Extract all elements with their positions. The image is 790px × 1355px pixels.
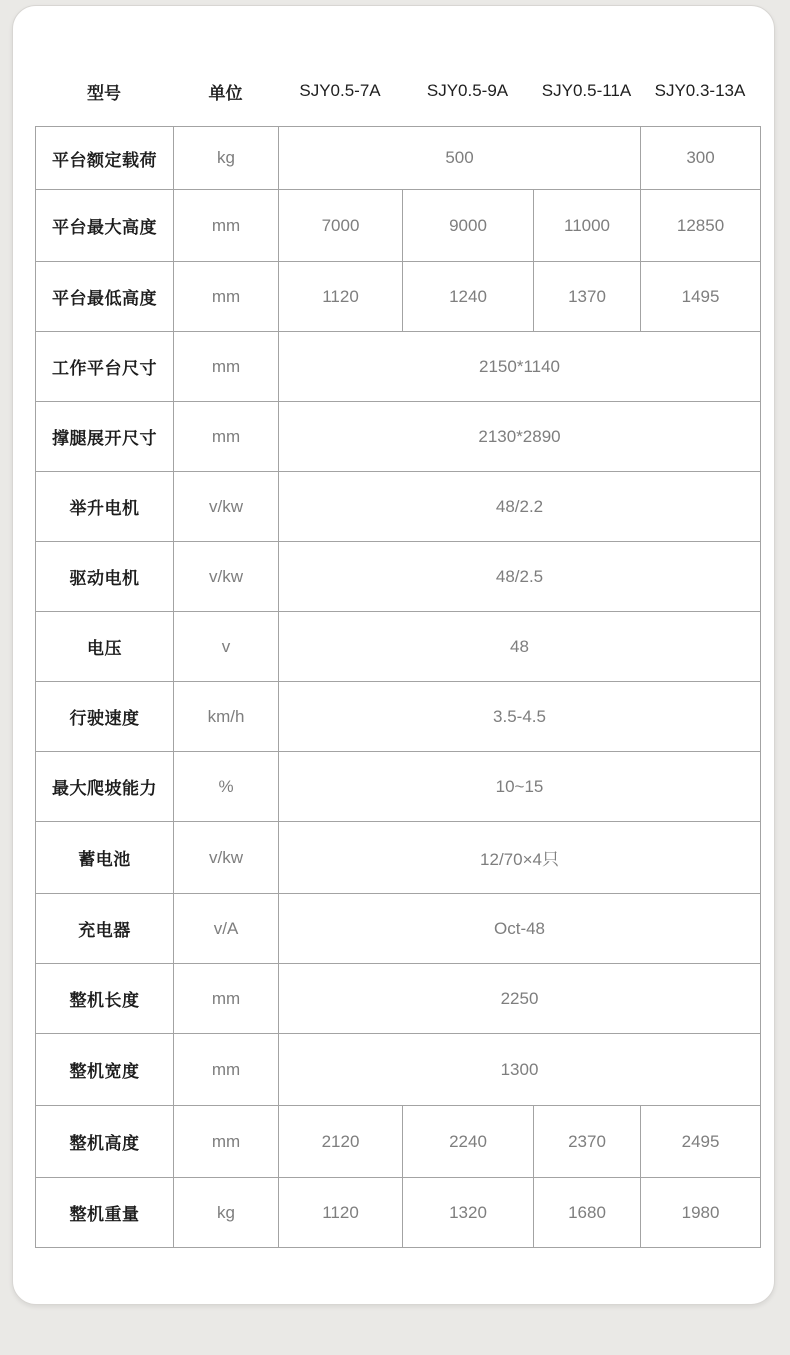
unit-cell: mm [174,332,279,402]
unit-cell: mm [174,964,279,1034]
table-row [36,472,761,542]
unit-cell: kg [174,127,279,190]
row-label: 平台最低高度 [36,262,174,332]
row-label: 平台额定载荷 [36,127,174,190]
header-unit-label: 单位 [208,83,243,103]
value-cell: 48/2.5 [279,542,761,612]
table-row [36,332,761,402]
value-cell: 2130*2890 [279,402,761,472]
value-cell: 12850 [641,190,761,262]
header-model-name: SJY0.5-9A [426,81,509,100]
row-label: 充电器 [36,894,174,964]
value-cell: 1320 [403,1178,534,1248]
unit-cell: v [174,612,279,682]
row-label: 驱动电机 [36,542,174,612]
value-cell: 48/2.2 [279,472,761,542]
row-label: 行驶速度 [36,682,174,752]
value-cell: 2150*1140 [279,332,761,402]
value-cell: 2240 [403,1106,534,1178]
table-row [36,964,761,1034]
value-cell: 1370 [534,262,641,332]
value-cell: 2495 [641,1106,761,1178]
unit-cell: v/kw [174,822,279,894]
row-label: 整机长度 [36,964,174,1034]
table-row [36,1106,761,1178]
row-label: 平台最大高度 [36,190,174,262]
value-cell: Oct-48 [279,894,761,964]
row-label: 整机高度 [36,1106,174,1178]
value-cell: 1980 [641,1178,761,1248]
value-cell: 1240 [403,262,534,332]
spec-table [35,126,761,1248]
spec-card [12,5,775,1305]
unit-cell: mm [174,1106,279,1178]
header-model-label: 型号 [87,83,121,103]
value-cell: 1120 [279,262,403,332]
value-cell: 1680 [534,1178,641,1248]
header-model-name: SJY0.3-13A [654,81,746,100]
spec-header-row [35,70,760,112]
table-row [36,542,761,612]
row-label: 最大爬坡能力 [36,752,174,822]
value-cell: 9000 [403,190,534,262]
table-row [36,127,761,190]
unit-cell: mm [174,190,279,262]
row-label: 蓄电池 [36,822,174,894]
value-cell: 10~15 [279,752,761,822]
header-row [35,70,760,112]
value-cell: 2370 [534,1106,641,1178]
table-row [36,894,761,964]
table-row [36,612,761,682]
unit-cell: % [174,752,279,822]
table-row [36,822,761,894]
value-cell: 2250 [279,964,761,1034]
value-cell: 1120 [279,1178,403,1248]
unit-cell: v/A [174,894,279,964]
unit-cell: km/h [174,682,279,752]
value-cell: 500 [279,127,641,190]
row-label: 工作平台尺寸 [36,332,174,402]
header-model-name: SJY0.5-11A [541,81,632,100]
header-model-name: SJY0.5-7A [299,81,381,100]
table-row [36,682,761,752]
table-row [36,402,761,472]
table-row [36,190,761,262]
value-cell: 11000 [534,190,641,262]
row-label: 撑腿展开尺寸 [36,402,174,472]
value-cell: 12/70×4只 [279,822,761,894]
table-row [36,1178,761,1248]
unit-cell: v/kw [174,472,279,542]
unit-cell: v/kw [174,542,279,612]
value-cell: 3.5-4.5 [279,682,761,752]
value-cell: 48 [279,612,761,682]
table-row [36,262,761,332]
value-cell: 1300 [279,1034,761,1106]
value-cell: 300 [641,127,761,190]
row-label: 整机重量 [36,1178,174,1248]
value-cell: 2120 [279,1106,403,1178]
unit-cell: mm [174,1034,279,1106]
table-row [36,752,761,822]
row-label: 举升电机 [36,472,174,542]
unit-cell: mm [174,402,279,472]
row-label: 电压 [36,612,174,682]
table-row [36,1034,761,1106]
value-cell: 7000 [279,190,403,262]
value-cell: 1495 [641,262,761,332]
row-label: 整机宽度 [36,1034,174,1106]
unit-cell: mm [174,262,279,332]
unit-cell: kg [174,1178,279,1248]
